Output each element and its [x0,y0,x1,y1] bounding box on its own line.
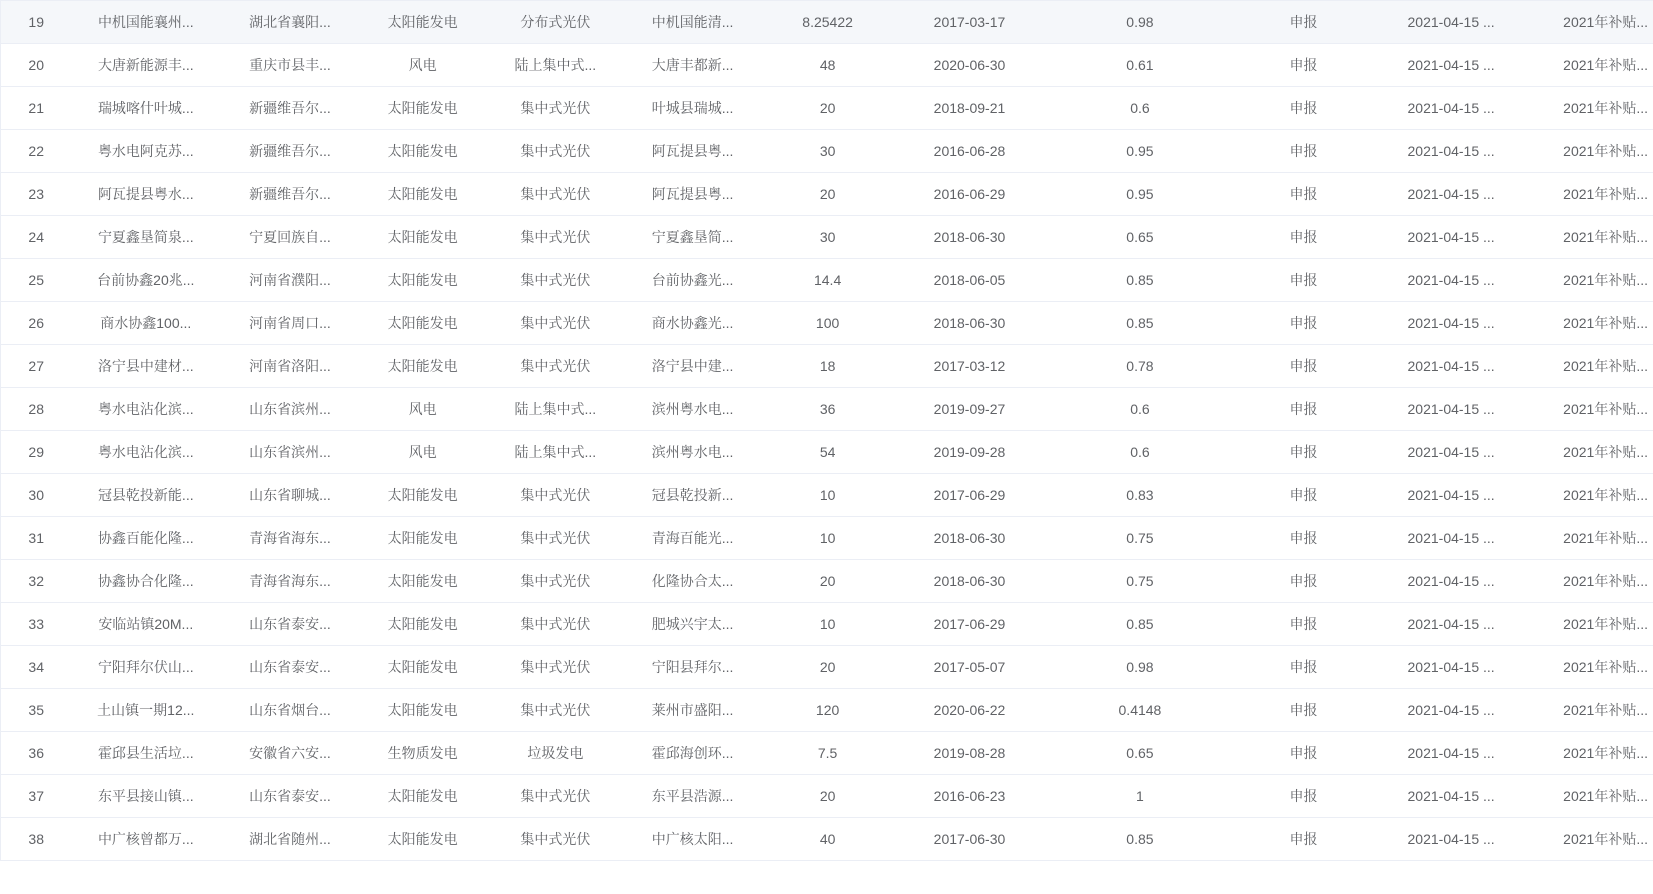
cell-grid_date: 2016-06-28 [895,130,1044,173]
cell-status: 申报 [1236,87,1371,130]
cell-batch: 2021年补贴... [1531,1,1653,44]
cell-status: 申报 [1236,775,1371,818]
cell-sub_type: 集中式光伏 [486,818,626,861]
cell-company: 宁阳县拜尔... [625,646,760,689]
cell-price: 0.78 [1044,345,1236,388]
table-row[interactable] [1,517,1653,560]
cell-batch: 2021年补贴... [1531,732,1653,775]
cell-company: 莱州市盛阳... [625,689,760,732]
cell-energy_type: 生物质发电 [360,732,486,775]
cell-grid_date: 2020-06-30 [895,44,1044,87]
cell-project_name: 粤水电阿克苏... [71,130,220,173]
cell-region: 河南省濮阳... [220,259,360,302]
cell-capacity: 40 [760,818,895,861]
cell-status: 申报 [1236,517,1371,560]
cell-company: 阿瓦提县粤... [625,130,760,173]
cell-project_name: 大唐新能源丰... [71,44,220,87]
cell-batch: 2021年补贴... [1531,603,1653,646]
cell-declare_date: 2021-04-15 ... [1371,517,1531,560]
cell-batch: 2021年补贴... [1531,560,1653,603]
cell-sub_type: 陆上集中式... [486,44,626,87]
cell-batch: 2021年补贴... [1531,818,1653,861]
cell-declare_date: 2021-04-15 ... [1371,474,1531,517]
table-row[interactable] [1,474,1653,517]
cell-project_name: 粤水电沾化滨... [71,388,220,431]
cell-capacity: 20 [760,560,895,603]
cell-price: 0.65 [1044,216,1236,259]
cell-declare_date: 2021-04-15 ... [1371,302,1531,345]
cell-batch: 2021年补贴... [1531,259,1653,302]
table-row[interactable] [1,689,1653,732]
cell-project_name: 中广核曾都万... [71,818,220,861]
cell-declare_date: 2021-04-15 ... [1371,560,1531,603]
cell-status: 申报 [1236,431,1371,474]
cell-grid_date: 2017-03-12 [895,345,1044,388]
cell-grid_date: 2018-06-30 [895,216,1044,259]
cell-region: 湖北省随州... [220,818,360,861]
cell-company: 冠县乾投新... [625,474,760,517]
cell-index: 25 [1,259,72,302]
cell-status: 申报 [1236,259,1371,302]
cell-sub_type: 陆上集中式... [486,431,626,474]
cell-project_name: 宁阳拜尔伏山... [71,646,220,689]
table-row[interactable] [1,173,1653,216]
cell-capacity: 7.5 [760,732,895,775]
cell-index: 33 [1,603,72,646]
cell-index: 19 [1,1,72,44]
cell-batch: 2021年补贴... [1531,44,1653,87]
cell-declare_date: 2021-04-15 ... [1371,259,1531,302]
cell-project_name: 中机国能襄州... [71,1,220,44]
cell-energy_type: 太阳能发电 [360,302,486,345]
cell-region: 青海省海东... [220,560,360,603]
cell-sub_type: 集中式光伏 [486,130,626,173]
cell-grid_date: 2017-06-29 [895,474,1044,517]
cell-capacity: 20 [760,646,895,689]
cell-price: 0.6 [1044,431,1236,474]
cell-declare_date: 2021-04-15 ... [1371,130,1531,173]
cell-declare_date: 2021-04-15 ... [1371,345,1531,388]
cell-price: 0.75 [1044,560,1236,603]
cell-project_name: 霍邱县生活垃... [71,732,220,775]
cell-energy_type: 太阳能发电 [360,130,486,173]
cell-status: 申报 [1236,474,1371,517]
table-row[interactable] [1,216,1653,259]
cell-index: 24 [1,216,72,259]
cell-project_name: 洛宁县中建材... [71,345,220,388]
cell-sub_type: 集中式光伏 [486,775,626,818]
cell-region: 山东省泰安... [220,646,360,689]
cell-status: 申报 [1236,216,1371,259]
cell-grid_date: 2018-06-30 [895,302,1044,345]
cell-status: 申报 [1236,345,1371,388]
cell-sub_type: 垃圾发电 [486,732,626,775]
cell-energy_type: 太阳能发电 [360,689,486,732]
cell-energy_type: 太阳能发电 [360,1,486,44]
cell-energy_type: 太阳能发电 [360,173,486,216]
cell-status: 申报 [1236,130,1371,173]
cell-project_name: 粤水电沾化滨... [71,431,220,474]
cell-sub_type: 集中式光伏 [486,302,626,345]
cell-project_name: 瑞城喀什叶城... [71,87,220,130]
cell-project_name: 商水协鑫100... [71,302,220,345]
cell-project_name: 宁夏鑫垦简泉... [71,216,220,259]
cell-capacity: 20 [760,173,895,216]
cell-company: 中广核太阳... [625,818,760,861]
cell-region: 青海省海东... [220,517,360,560]
table-row[interactable] [1,259,1653,302]
cell-index: 22 [1,130,72,173]
cell-grid_date: 2017-03-17 [895,1,1044,44]
cell-project_name: 土山镇一期12... [71,689,220,732]
cell-index: 29 [1,431,72,474]
cell-grid_date: 2019-09-27 [895,388,1044,431]
cell-declare_date: 2021-04-15 ... [1371,431,1531,474]
cell-declare_date: 2021-04-15 ... [1371,388,1531,431]
cell-sub_type: 分布式光伏 [486,1,626,44]
cell-index: 27 [1,345,72,388]
cell-grid_date: 2017-06-29 [895,603,1044,646]
cell-grid_date: 2016-06-29 [895,173,1044,216]
cell-energy_type: 太阳能发电 [360,775,486,818]
cell-energy_type: 风电 [360,431,486,474]
cell-price: 0.95 [1044,173,1236,216]
cell-declare_date: 2021-04-15 ... [1371,87,1531,130]
cell-energy_type: 太阳能发电 [360,603,486,646]
cell-energy_type: 风电 [360,44,486,87]
cell-grid_date: 2018-09-21 [895,87,1044,130]
table-row[interactable] [1,388,1653,431]
cell-status: 申报 [1236,689,1371,732]
cell-capacity: 14.4 [760,259,895,302]
cell-region: 河南省洛阳... [220,345,360,388]
cell-index: 37 [1,775,72,818]
cell-price: 0.6 [1044,87,1236,130]
cell-capacity: 30 [760,216,895,259]
table-row[interactable] [1,302,1653,345]
cell-status: 申报 [1236,560,1371,603]
cell-index: 34 [1,646,72,689]
cell-company: 化隆协合太... [625,560,760,603]
cell-declare_date: 2021-04-15 ... [1371,603,1531,646]
cell-region: 重庆市县丰... [220,44,360,87]
cell-price: 0.85 [1044,302,1236,345]
cell-index: 35 [1,689,72,732]
cell-index: 28 [1,388,72,431]
cell-company: 叶城县瑞城... [625,87,760,130]
cell-company: 青海百能光... [625,517,760,560]
cell-region: 新疆维吾尔... [220,173,360,216]
cell-price: 0.6 [1044,388,1236,431]
cell-batch: 2021年补贴... [1531,646,1653,689]
table-row[interactable] [1,345,1653,388]
table-row[interactable] [1,818,1653,861]
cell-price: 0.98 [1044,646,1236,689]
cell-region: 山东省滨州... [220,388,360,431]
cell-region: 山东省聊城... [220,474,360,517]
cell-declare_date: 2021-04-15 ... [1371,646,1531,689]
cell-status: 申报 [1236,388,1371,431]
cell-index: 38 [1,818,72,861]
cell-company: 东平县浩源... [625,775,760,818]
cell-batch: 2021年补贴... [1531,689,1653,732]
cell-energy_type: 太阳能发电 [360,517,486,560]
cell-declare_date: 2021-04-15 ... [1371,732,1531,775]
cell-grid_date: 2018-06-30 [895,560,1044,603]
cell-company: 肥城兴宇太... [625,603,760,646]
cell-status: 申报 [1236,732,1371,775]
cell-capacity: 54 [760,431,895,474]
cell-project_name: 东平县接山镇... [71,775,220,818]
cell-capacity: 18 [760,345,895,388]
cell-index: 36 [1,732,72,775]
cell-energy_type: 太阳能发电 [360,818,486,861]
cell-declare_date: 2021-04-15 ... [1371,173,1531,216]
cell-status: 申报 [1236,173,1371,216]
cell-price: 1 [1044,775,1236,818]
cell-price: 0.85 [1044,259,1236,302]
cell-capacity: 100 [760,302,895,345]
cell-project_name: 协鑫协合化隆... [71,560,220,603]
cell-batch: 2021年补贴... [1531,87,1653,130]
cell-batch: 2021年补贴... [1531,388,1653,431]
cell-capacity: 20 [760,775,895,818]
cell-capacity: 8.25422 [760,1,895,44]
table-row[interactable] [1,603,1653,646]
cell-capacity: 20 [760,87,895,130]
cell-batch: 2021年补贴... [1531,431,1653,474]
cell-index: 20 [1,44,72,87]
cell-grid_date: 2018-06-30 [895,517,1044,560]
cell-region: 湖北省襄阳... [220,1,360,44]
cell-price: 0.75 [1044,517,1236,560]
cell-project_name: 阿瓦提县粤水... [71,173,220,216]
cell-batch: 2021年补贴... [1531,775,1653,818]
cell-price: 0.65 [1044,732,1236,775]
cell-capacity: 36 [760,388,895,431]
cell-capacity: 10 [760,474,895,517]
cell-project_name: 冠县乾投新能... [71,474,220,517]
cell-capacity: 48 [760,44,895,87]
cell-declare_date: 2021-04-15 ... [1371,689,1531,732]
cell-sub_type: 集中式光伏 [486,560,626,603]
cell-project_name: 安临站镇20M... [71,603,220,646]
cell-price: 0.61 [1044,44,1236,87]
cell-company: 阿瓦提县粤... [625,173,760,216]
cell-batch: 2021年补贴... [1531,517,1653,560]
cell-status: 申报 [1236,1,1371,44]
table-row[interactable] [1,87,1653,130]
cell-region: 安徽省六安... [220,732,360,775]
cell-grid_date: 2020-06-22 [895,689,1044,732]
cell-price: 0.85 [1044,818,1236,861]
cell-sub_type: 集中式光伏 [486,689,626,732]
cell-sub_type: 陆上集中式... [486,388,626,431]
cell-sub_type: 集中式光伏 [486,345,626,388]
cell-energy_type: 太阳能发电 [360,259,486,302]
cell-region: 宁夏回族自... [220,216,360,259]
cell-region: 新疆维吾尔... [220,130,360,173]
cell-company: 台前协鑫光... [625,259,760,302]
cell-grid_date: 2017-05-07 [895,646,1044,689]
cell-index: 30 [1,474,72,517]
cell-energy_type: 太阳能发电 [360,560,486,603]
cell-region: 山东省烟台... [220,689,360,732]
cell-capacity: 10 [760,517,895,560]
cell-company: 霍邱海创环... [625,732,760,775]
cell-region: 山东省泰安... [220,603,360,646]
cell-sub_type: 集中式光伏 [486,517,626,560]
cell-declare_date: 2021-04-15 ... [1371,1,1531,44]
cell-region: 新疆维吾尔... [220,87,360,130]
cell-sub_type: 集中式光伏 [486,259,626,302]
cell-grid_date: 2018-06-05 [895,259,1044,302]
cell-region: 山东省泰安... [220,775,360,818]
cell-index: 21 [1,87,72,130]
cell-sub_type: 集中式光伏 [486,474,626,517]
cell-declare_date: 2021-04-15 ... [1371,216,1531,259]
table-row[interactable] [1,560,1653,603]
cell-declare_date: 2021-04-15 ... [1371,775,1531,818]
table-row[interactable] [1,431,1653,474]
cell-batch: 2021年补贴... [1531,130,1653,173]
cell-grid_date: 2019-09-28 [895,431,1044,474]
cell-index: 32 [1,560,72,603]
cell-company: 宁夏鑫垦简... [625,216,760,259]
cell-grid_date: 2017-06-30 [895,818,1044,861]
cell-price: 0.98 [1044,1,1236,44]
cell-energy_type: 太阳能发电 [360,216,486,259]
cell-grid_date: 2016-06-23 [895,775,1044,818]
cell-energy_type: 太阳能发电 [360,474,486,517]
cell-capacity: 10 [760,603,895,646]
cell-grid_date: 2019-08-28 [895,732,1044,775]
cell-price: 0.83 [1044,474,1236,517]
cell-sub_type: 集中式光伏 [486,216,626,259]
cell-region: 河南省周口... [220,302,360,345]
cell-energy_type: 太阳能发电 [360,646,486,689]
cell-status: 申报 [1236,818,1371,861]
cell-energy_type: 太阳能发电 [360,87,486,130]
cell-sub_type: 集中式光伏 [486,646,626,689]
cell-status: 申报 [1236,646,1371,689]
cell-price: 0.85 [1044,603,1236,646]
cell-price: 0.4148 [1044,689,1236,732]
cell-batch: 2021年补贴... [1531,302,1653,345]
cell-batch: 2021年补贴... [1531,474,1653,517]
cell-energy_type: 风电 [360,388,486,431]
cell-price: 0.95 [1044,130,1236,173]
cell-status: 申报 [1236,603,1371,646]
table-row[interactable] [1,775,1653,818]
cell-company: 大唐丰都新... [625,44,760,87]
cell-declare_date: 2021-04-15 ... [1371,44,1531,87]
cell-status: 申报 [1236,302,1371,345]
cell-sub_type: 集中式光伏 [486,87,626,130]
cell-batch: 2021年补贴... [1531,216,1653,259]
cell-energy_type: 太阳能发电 [360,345,486,388]
table-row[interactable] [1,44,1653,87]
cell-index: 26 [1,302,72,345]
table-body [1,1,1653,861]
cell-batch: 2021年补贴... [1531,345,1653,388]
cell-company: 洛宁县中建... [625,345,760,388]
cell-index: 23 [1,173,72,216]
cell-region: 山东省滨州... [220,431,360,474]
cell-company: 滨州粤水电... [625,388,760,431]
table-row[interactable] [1,130,1653,173]
cell-capacity: 120 [760,689,895,732]
cell-project_name: 协鑫百能化隆... [71,517,220,560]
table-row[interactable] [1,1,1653,44]
cell-sub_type: 集中式光伏 [486,173,626,216]
cell-index: 31 [1,517,72,560]
cell-company: 中机国能清... [625,1,760,44]
cell-declare_date: 2021-04-15 ... [1371,818,1531,861]
cell-capacity: 30 [760,130,895,173]
table-row[interactable] [1,732,1653,775]
cell-sub_type: 集中式光伏 [486,603,626,646]
cell-company: 商水协鑫光... [625,302,760,345]
cell-batch: 2021年补贴... [1531,173,1653,216]
cell-company: 滨州粤水电... [625,431,760,474]
table-row[interactable] [1,646,1653,689]
cell-project_name: 台前协鑫20兆... [71,259,220,302]
cell-status: 申报 [1236,44,1371,87]
